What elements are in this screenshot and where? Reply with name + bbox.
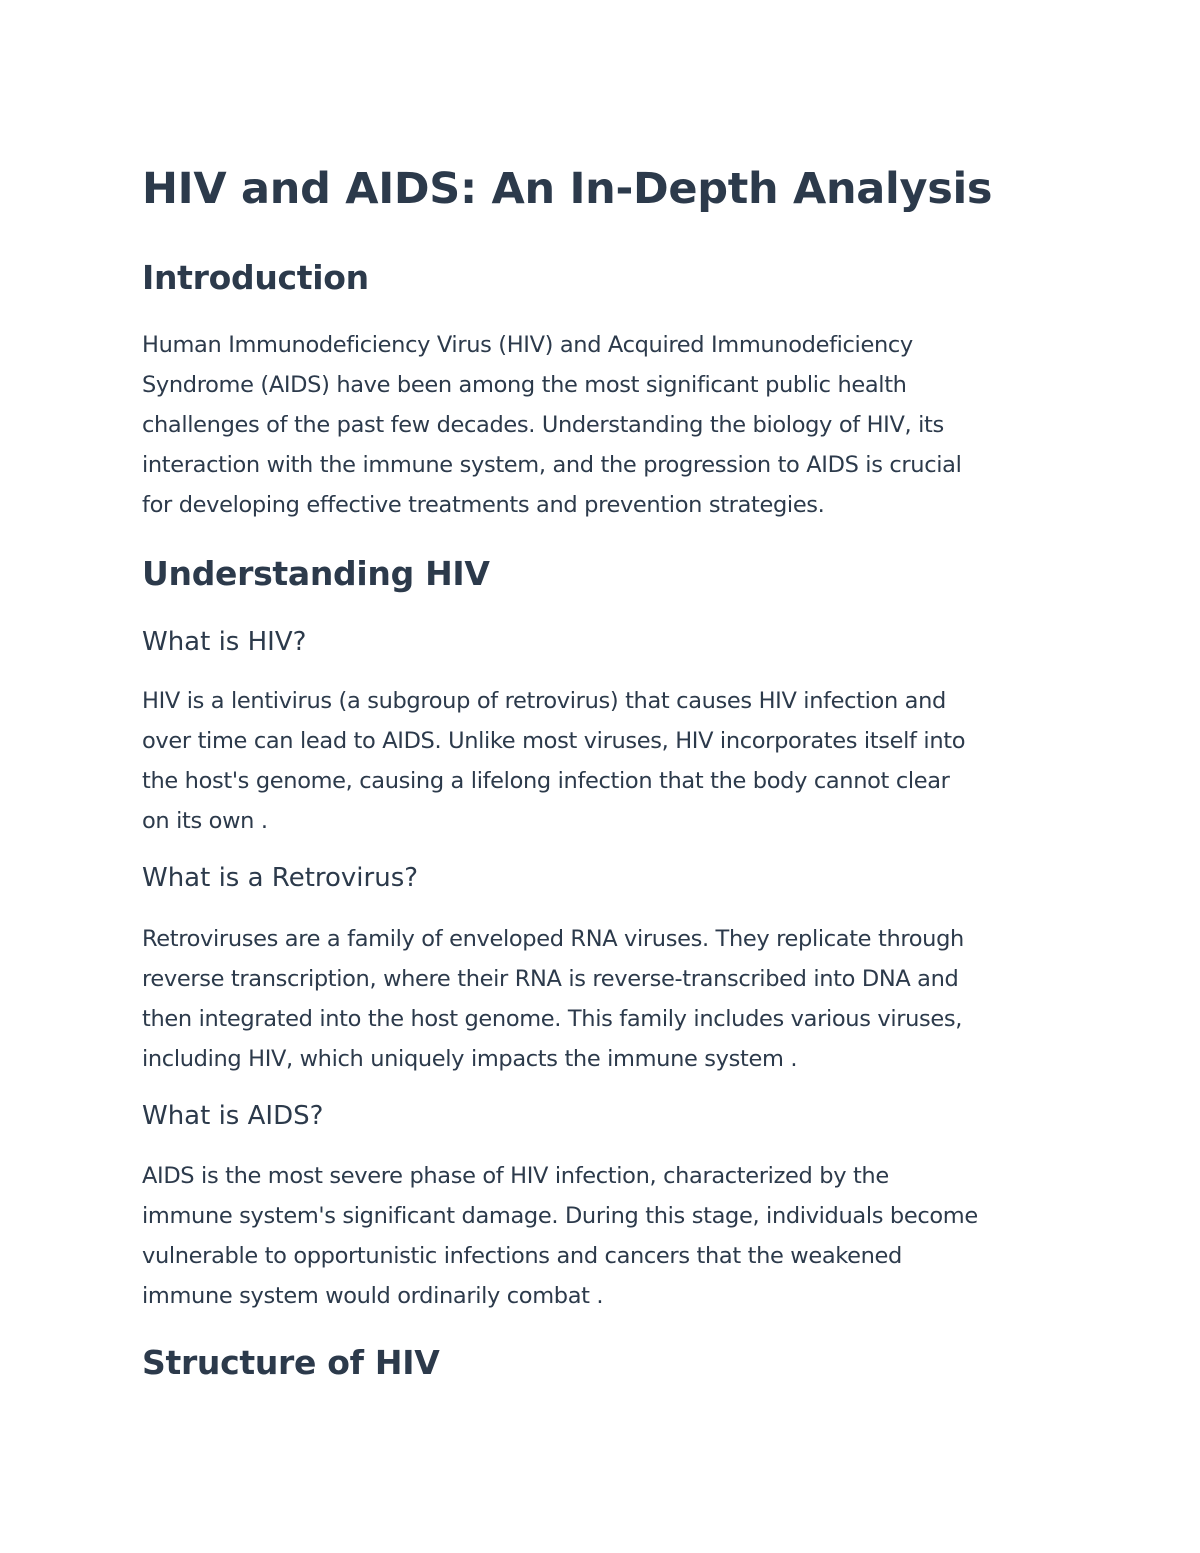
text-line: the host's genome, causing a lifelong infection that the body cannot clear [142, 768, 950, 794]
text-line: Retroviruses are a family of enveloped RNA viruses. They replicate through [142, 926, 964, 952]
document-title: HIV and AIDS: An In-Depth Analysis [142, 164, 993, 214]
text-line: reverse transcription, where their RNA is reverse-transcribed into DNA and [142, 966, 959, 992]
subheading-what-is-hiv: What is HIV? [142, 627, 307, 657]
subheading-what-is-aids: What is AIDS? [142, 1101, 324, 1131]
text-line: including HIV, which uniquely impacts the immune system . [142, 1046, 798, 1072]
paragraph-what-is-aids [142, 1156, 1062, 1316]
text-line: Syndrome (AIDS) have been among the most significant public health [142, 372, 907, 398]
text-line: Human Immunodeficiency Virus (HIV) and Acquired Immunodeficiency [142, 332, 913, 358]
text-line: challenges of the past few decades. Understanding the biology of HIV, its [142, 412, 944, 438]
subheading-what-is-retrovirus: What is a Retrovirus? [142, 863, 419, 893]
text-line: then integrated into the host genome. This family includes various viruses, [142, 1006, 963, 1032]
text-line: vulnerable to opportunistic infections and cancers that the weakened [142, 1243, 902, 1269]
text-line: on its own . [142, 808, 268, 834]
text-line: HIV is a lentivirus (a subgroup of retrovirus) that causes HIV infection and [142, 688, 946, 714]
heading-structure-of-hiv: Structure of HIV [142, 1343, 440, 1382]
paragraph-introduction [142, 325, 1062, 525]
text-line: immune system would ordinarily combat . [142, 1283, 604, 1309]
paragraph-what-is-hiv [142, 681, 1062, 841]
text-line: AIDS is the most severe phase of HIV infection, characterized by the [142, 1163, 889, 1189]
text-line: immune system's significant damage. During this stage, individuals become [142, 1203, 978, 1229]
text-line: interaction with the immune system, and the progression to AIDS is crucial [142, 452, 962, 478]
heading-understanding-hiv: Understanding HIV [142, 554, 490, 593]
paragraph-what-is-retrovirus [142, 919, 1062, 1079]
heading-introduction: Introduction [142, 258, 369, 297]
text-line: over time can lead to AIDS. Unlike most viruses, HIV incorporates itself into [142, 728, 966, 754]
text-line: for developing effective treatments and prevention strategies. [142, 492, 825, 518]
